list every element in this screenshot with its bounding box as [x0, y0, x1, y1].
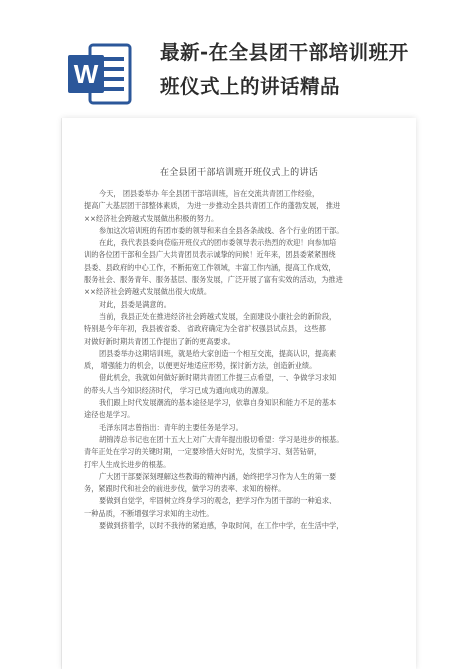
body-line: 要做到自觉学，牢固树立终身学习的观念，把学习作为团干部的一种追求、: [99, 496, 337, 506]
body-line: 胡锦涛总书记也在团十五大上对广大青年提出殷切希望：学习是进步的根基。: [99, 434, 344, 444]
page-title: [160, 36, 460, 104]
word-document-icon: [66, 41, 132, 107]
body-line: 提高广大基层团干部整体素质， 为进一步推动全县共青团工作的蓬勃发展， 推进: [84, 201, 341, 211]
body-line: 毛泽东同志曾指出：青年的主要任务是学习。: [99, 422, 243, 432]
body-line: 广大团干部要深刻理解这些教诲的精神内涵，始终把学习作为人生的第一要: [99, 471, 337, 481]
body-line: ××经济社会跨越式发展做出积极的努力。: [84, 213, 219, 223]
body-line: 务，紧跟时代和社会的前进步伐，做学习的表率、求知的榜样。: [84, 484, 286, 494]
title-line-2: 班仪式上的讲话精品: [160, 75, 341, 98]
body-line: 借此机会，我就如何做好新时期共青团工作提三点希望，一、争做学习求知: [99, 373, 337, 383]
body-line: 对做好新时期共青团工作提出了新的更高要求。: [84, 336, 235, 346]
body-line: 的带头人当今知识经济时代， 学习已成为通向成功的源泉。: [84, 385, 274, 395]
body-line: 质， 增强能力的机会，以便更好地适应形势，探讨新方法，创造新业绩。: [84, 361, 317, 371]
body-line: 县委、县政府的中心工作，不断拓宽工作领域，丰富工作内涵，提高工作成效，: [84, 262, 336, 272]
page-fade: [62, 600, 416, 669]
body-line: 参加这次培训班的有团市委的领导和来自全县各条战线、各个行业的团干部。: [99, 225, 344, 235]
body-line: 途径也是学习。: [84, 410, 135, 420]
body-line: 打牢人生成长进步的根基。: [84, 459, 171, 469]
body-line: 对此，县委是满意的。: [99, 299, 171, 309]
body-line: 训的各位团干部和全县广大共青团员表示诚挚的问候！近年来，团县委紧紧围绕: [84, 250, 336, 260]
body-line: 今天， 团县委举办 年全县团干部培训班，旨在交流共青团工作经验，: [99, 189, 320, 198]
body-line: 服务社会、服务青年、服务基层、服务发展，广泛开展了富有实效的活动，为推进: [84, 275, 343, 285]
body-line: 一种品质，不断增强学习求知的主动性。: [84, 508, 214, 518]
svg-text:W: W: [73, 59, 99, 89]
body-line: 特别是今年年初，我县被省委、 省政府确定为全省扩权强县试点县， 这些都: [84, 324, 326, 334]
body-line: 青年正处在学习的关键时期，一定要珍惜大好时光，发愤学习、刻苦钻研，: [84, 447, 322, 457]
title-line-1: 最新-在全县团干部培训班开: [160, 41, 409, 64]
body-line: 团县委举办这期培训班，就是给大家创造一个相互交流，提高认识，提高素: [99, 348, 337, 358]
document-body: [84, 188, 402, 532]
header-banner: [0, 0, 474, 120]
body-line: 我们跟上时代发展潮流的基本途径是学习，依靠自身知识和能力不足的基本: [99, 398, 337, 408]
body-line: 当前，我县正处在推进经济社会跨越式发展，全面建设小康社会的新阶段，: [99, 311, 337, 321]
body-line: 要做到挤着学，以时不我待的紧迫感，争取时间，在工作中学，在生活中学，: [99, 521, 344, 531]
document-title: 在全县团干部培训班开班仪式上的讲话: [159, 168, 319, 178]
body-line: ××经济社会跨越式发展做出很大成绩。: [84, 287, 212, 297]
body-line: 在此，我代表县委向莅临开班仪式的团市委领导表示热烈的欢迎！向参加培: [99, 238, 337, 248]
